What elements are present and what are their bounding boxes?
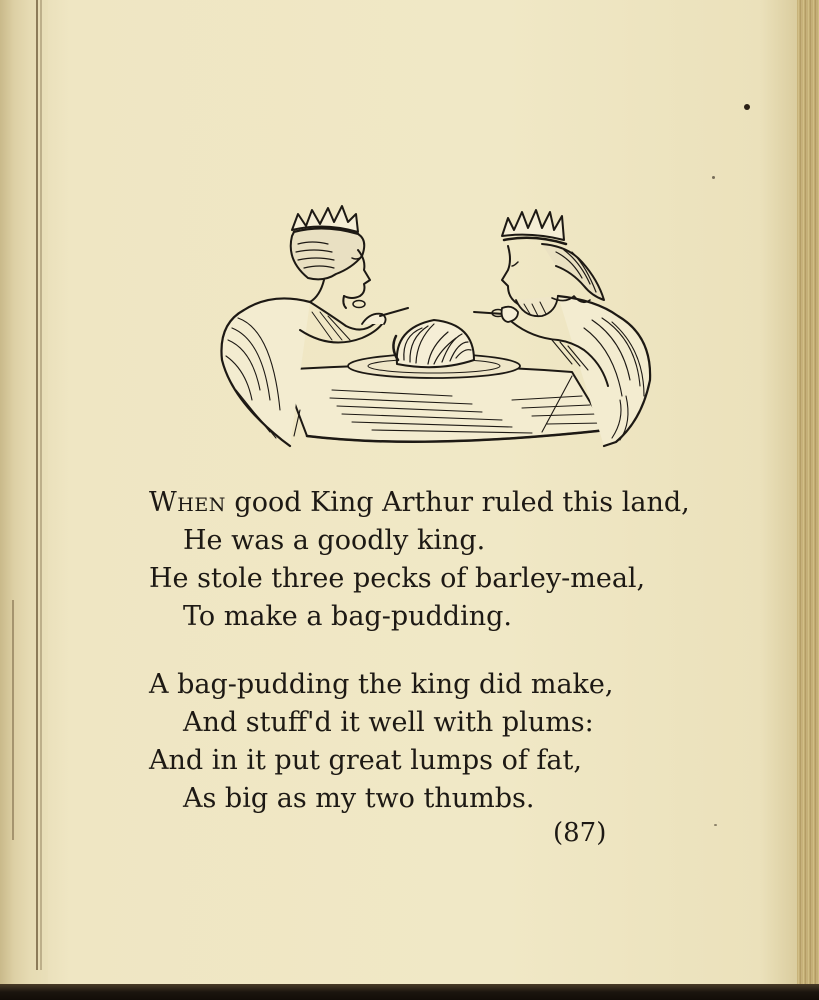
gutter-crease-line — [36, 0, 38, 970]
book-gutter — [0, 0, 48, 1000]
verse-line: As big as my two thumbs. — [183, 783, 535, 814]
verse-line: To make a bag-pudding. — [183, 601, 512, 632]
book-bottom-edge — [0, 984, 819, 1000]
verse-line: He stole three pecks of barley-meal, — [149, 563, 646, 594]
verse-line: And stuff'd it well with plums: — [183, 707, 594, 738]
verse-line-rest: good King Arthur ruled this land, — [225, 487, 690, 518]
paper-speck — [744, 104, 750, 110]
gutter-binding-thread — [12, 600, 14, 840]
page-edge — [797, 0, 819, 1000]
king-and-queen-eating-pudding-illustration — [212, 200, 658, 452]
paper-speck — [712, 176, 715, 179]
verse-drop-word: When — [149, 487, 226, 518]
stanza-1 — [149, 484, 719, 636]
page-number: (87) — [553, 818, 607, 848]
verse-line: A bag-pudding the king did make, — [149, 669, 614, 700]
verse-line: He was a goodly king. — [183, 525, 486, 556]
gutter-crease-shadow — [40, 0, 42, 970]
nursery-rhyme-text — [149, 484, 719, 848]
verse-line — [149, 484, 719, 522]
verse-line: And in it put great lumps of fat, — [149, 745, 582, 776]
stanza-2 — [149, 666, 719, 818]
